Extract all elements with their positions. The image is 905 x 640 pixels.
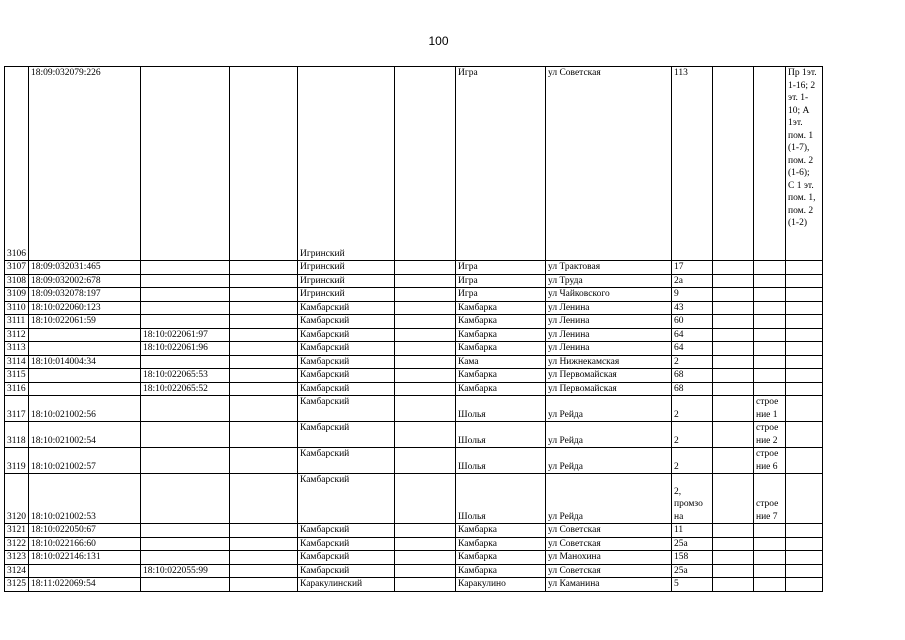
district: Каракулинский — [298, 578, 395, 592]
building: строе ние 1 — [754, 396, 786, 422]
row-number: 3108 — [5, 274, 29, 288]
table-row — [5, 261, 823, 275]
cadastral-number-2 — [141, 578, 230, 592]
cadastral-number: 18:10:022061:59 — [29, 315, 141, 329]
empty-cell — [395, 537, 456, 551]
district: Камбарский — [298, 422, 395, 448]
street: ул Первомайская — [546, 382, 672, 396]
house: 158 — [672, 551, 713, 565]
empty-cell — [230, 369, 298, 383]
empty-cell — [713, 274, 754, 288]
settlement: Камбарка — [456, 551, 546, 565]
row-number: 3119 — [5, 448, 29, 474]
cadastral-number — [29, 564, 141, 578]
street: ул Советская — [546, 564, 672, 578]
settlement: Камбарка — [456, 369, 546, 383]
empty-cell — [395, 474, 456, 524]
building — [754, 315, 786, 329]
premises-note — [786, 328, 823, 342]
table-row — [5, 537, 823, 551]
district: Камбарский — [298, 382, 395, 396]
house: 25а — [672, 564, 713, 578]
empty-cell — [713, 67, 754, 261]
cadastral-number-2 — [141, 67, 230, 261]
house: 9 — [672, 288, 713, 302]
empty-cell — [230, 288, 298, 302]
row-number: 3109 — [5, 288, 29, 302]
table-row — [5, 301, 823, 315]
premises-note — [786, 578, 823, 592]
street: ул Нижнекамская — [546, 355, 672, 369]
premises-note — [786, 396, 823, 422]
district: Камбарский — [298, 342, 395, 356]
cadastral-number — [29, 328, 141, 342]
empty-cell — [713, 422, 754, 448]
registry-table — [4, 66, 823, 592]
cadastral-number-2 — [141, 551, 230, 565]
empty-cell — [713, 369, 754, 383]
empty-cell — [230, 382, 298, 396]
street: ул Ленина — [546, 301, 672, 315]
cadastral-number: 18:09:032078:197 — [29, 288, 141, 302]
empty-cell — [713, 524, 754, 538]
district: Камбарский — [298, 396, 395, 422]
row-number: 3122 — [5, 537, 29, 551]
empty-cell — [713, 342, 754, 356]
district: Камбарский — [298, 369, 395, 383]
page-number: 100 — [428, 34, 449, 48]
district: Камбарский — [298, 524, 395, 538]
cadastral-number: 18:10:022050:67 — [29, 524, 141, 538]
cadastral-number — [29, 382, 141, 396]
empty-cell — [230, 448, 298, 474]
empty-cell — [713, 578, 754, 592]
cadastral-number-2 — [141, 261, 230, 275]
table-row — [5, 328, 823, 342]
premises-note — [786, 524, 823, 538]
row-number: 3110 — [5, 301, 29, 315]
row-number: 3115 — [5, 369, 29, 383]
premises-note — [786, 288, 823, 302]
settlement: Игра — [456, 274, 546, 288]
empty-cell — [395, 315, 456, 329]
district: Камбарский — [298, 355, 395, 369]
cadastral-number: 18:09:032002:678 — [29, 274, 141, 288]
premises-note — [786, 551, 823, 565]
building — [754, 301, 786, 315]
empty-cell — [395, 369, 456, 383]
district: Камбарский — [298, 448, 395, 474]
table-row — [5, 342, 823, 356]
empty-cell — [395, 448, 456, 474]
street: ул Рейда — [546, 474, 672, 524]
building — [754, 328, 786, 342]
building — [754, 342, 786, 356]
cadastral-number-2 — [141, 448, 230, 474]
street: ул Первомайская — [546, 369, 672, 383]
empty-cell — [230, 274, 298, 288]
premises-note — [786, 301, 823, 315]
cadastral-number-2 — [141, 288, 230, 302]
empty-cell — [230, 422, 298, 448]
settlement: Камбарка — [456, 537, 546, 551]
row-number: 3120 — [5, 474, 29, 524]
settlement: Игра — [456, 288, 546, 302]
district: Игринский — [298, 261, 395, 275]
empty-cell — [230, 578, 298, 592]
table-row — [5, 315, 823, 329]
table-row — [5, 524, 823, 538]
settlement: Шолья — [456, 396, 546, 422]
street: ул Советская — [546, 537, 672, 551]
cadastral-number: 18:11:022069:54 — [29, 578, 141, 592]
district: Камбарский — [298, 537, 395, 551]
table-row — [5, 578, 823, 592]
house: 2а — [672, 274, 713, 288]
settlement: Камбарка — [456, 301, 546, 315]
empty-cell — [395, 261, 456, 275]
empty-cell — [230, 396, 298, 422]
street: ул Ленина — [546, 315, 672, 329]
table-row — [5, 474, 823, 524]
building — [754, 355, 786, 369]
cadastral-number-2 — [141, 537, 230, 551]
street: ул Ленина — [546, 328, 672, 342]
house: 64 — [672, 342, 713, 356]
empty-cell — [395, 578, 456, 592]
row-number: 3123 — [5, 551, 29, 565]
building: строе ние 7 — [754, 474, 786, 524]
empty-cell — [395, 564, 456, 578]
premises-note — [786, 315, 823, 329]
building — [754, 369, 786, 383]
empty-cell — [713, 261, 754, 275]
row-number: 3114 — [5, 355, 29, 369]
premises-note — [786, 382, 823, 396]
empty-cell — [713, 474, 754, 524]
premises-note — [786, 448, 823, 474]
cadastral-number-2 — [141, 355, 230, 369]
house: 68 — [672, 369, 713, 383]
row-number: 3111 — [5, 315, 29, 329]
table-row — [5, 448, 823, 474]
street: ул Каманина — [546, 578, 672, 592]
settlement: Камбарка — [456, 342, 546, 356]
table-row — [5, 274, 823, 288]
cadastral-number: 18:10:022060:123 — [29, 301, 141, 315]
table-row — [5, 288, 823, 302]
building — [754, 524, 786, 538]
house: 2 — [672, 396, 713, 422]
premises-note — [786, 537, 823, 551]
cadastral-number — [29, 342, 141, 356]
empty-cell — [395, 422, 456, 448]
cadastral-number-2 — [141, 396, 230, 422]
empty-cell — [713, 301, 754, 315]
empty-cell — [395, 301, 456, 315]
building — [754, 551, 786, 565]
street: ул Рейда — [546, 396, 672, 422]
cadastral-number: 18:10:021002:54 — [29, 422, 141, 448]
empty-cell — [395, 342, 456, 356]
empty-cell — [395, 328, 456, 342]
table-row — [5, 67, 823, 261]
empty-cell — [713, 288, 754, 302]
empty-cell — [395, 524, 456, 538]
premises-note — [786, 564, 823, 578]
premises-note — [786, 274, 823, 288]
empty-cell — [230, 537, 298, 551]
empty-cell — [230, 315, 298, 329]
building — [754, 382, 786, 396]
street: ул Советская — [546, 524, 672, 538]
cadastral-number-2 — [141, 274, 230, 288]
row-number: 3106 — [5, 67, 29, 261]
settlement: Камбарка — [456, 524, 546, 538]
settlement: Шолья — [456, 474, 546, 524]
premises-note: Пр 1эт. 1-16; 2 эт. 1- 10; А 1эт. пом. 1 (1-7), пом. 2 (1-6); С 1 эт. пом. 1, пом. 2 (1-2) — [786, 67, 823, 261]
settlement: Камбарка — [456, 564, 546, 578]
house: 68 — [672, 382, 713, 396]
building — [754, 261, 786, 275]
street: ул Трактовая — [546, 261, 672, 275]
table-row — [5, 564, 823, 578]
cadastral-number-2 — [141, 474, 230, 524]
row-number: 3107 — [5, 261, 29, 275]
settlement: Игра — [456, 261, 546, 275]
cadastral-number-2: 18:10:022065:52 — [141, 382, 230, 396]
empty-cell — [230, 355, 298, 369]
table-row — [5, 382, 823, 396]
empty-cell — [713, 315, 754, 329]
settlement: Шолья — [456, 422, 546, 448]
table-row — [5, 551, 823, 565]
empty-cell — [395, 67, 456, 261]
empty-cell — [713, 564, 754, 578]
house: 17 — [672, 261, 713, 275]
street: ул Чайковского — [546, 288, 672, 302]
street: ул Рейда — [546, 422, 672, 448]
empty-cell — [713, 537, 754, 551]
empty-cell — [713, 382, 754, 396]
building: строе ние 6 — [754, 448, 786, 474]
row-number: 3117 — [5, 396, 29, 422]
cadastral-number-2 — [141, 524, 230, 538]
table-row — [5, 355, 823, 369]
empty-cell — [230, 261, 298, 275]
cadastral-number: 18:10:022166:60 — [29, 537, 141, 551]
cadastral-number — [29, 369, 141, 383]
empty-cell — [395, 396, 456, 422]
premises-note — [786, 369, 823, 383]
house: 64 — [672, 328, 713, 342]
street: ул Манохина — [546, 551, 672, 565]
house: 2 — [672, 422, 713, 448]
empty-cell — [395, 355, 456, 369]
row-number: 3124 — [5, 564, 29, 578]
empty-cell — [713, 551, 754, 565]
settlement: Игра — [456, 67, 546, 261]
street: ул Советская — [546, 67, 672, 261]
district: Игринский — [298, 288, 395, 302]
settlement: Кама — [456, 355, 546, 369]
house: 2 — [672, 355, 713, 369]
district: Игринский — [298, 67, 395, 261]
cadastral-number-2: 18:10:022061:96 — [141, 342, 230, 356]
empty-cell — [230, 564, 298, 578]
district: Камбарский — [298, 301, 395, 315]
empty-cell — [230, 551, 298, 565]
premises-note — [786, 355, 823, 369]
empty-cell — [395, 382, 456, 396]
building — [754, 67, 786, 261]
street: ул Труда — [546, 274, 672, 288]
cadastral-number-2 — [141, 301, 230, 315]
settlement: Камбарка — [456, 382, 546, 396]
house: 60 — [672, 315, 713, 329]
cadastral-number: 18:10:021002:53 — [29, 474, 141, 524]
premises-note — [786, 422, 823, 448]
building — [754, 578, 786, 592]
building: строе ние 2 — [754, 422, 786, 448]
row-number: 3121 — [5, 524, 29, 538]
cadastral-number: 18:10:022146:131 — [29, 551, 141, 565]
street: ул Рейда — [546, 448, 672, 474]
row-number: 3118 — [5, 422, 29, 448]
house: 5 — [672, 578, 713, 592]
building — [754, 288, 786, 302]
table-row — [5, 422, 823, 448]
house: 25а — [672, 537, 713, 551]
empty-cell — [230, 342, 298, 356]
district: Камбарский — [298, 474, 395, 524]
house: 113 — [672, 67, 713, 261]
row-number: 3112 — [5, 328, 29, 342]
street: ул Ленина — [546, 342, 672, 356]
premises-note — [786, 474, 823, 524]
district: Камбарский — [298, 564, 395, 578]
row-number: 3116 — [5, 382, 29, 396]
cadastral-number: 18:10:014004:34 — [29, 355, 141, 369]
row-number: 3113 — [5, 342, 29, 356]
building — [754, 537, 786, 551]
table-row — [5, 396, 823, 422]
cadastral-number: 18:10:021002:56 — [29, 396, 141, 422]
house: 2 — [672, 448, 713, 474]
house: 11 — [672, 524, 713, 538]
settlement: Каракулино — [456, 578, 546, 592]
cadastral-number: 18:09:032079:226 — [29, 67, 141, 261]
row-number: 3125 — [5, 578, 29, 592]
table-row — [5, 369, 823, 383]
empty-cell — [713, 448, 754, 474]
building — [754, 564, 786, 578]
empty-cell — [230, 67, 298, 261]
premises-note — [786, 261, 823, 275]
cadastral-number-2 — [141, 315, 230, 329]
empty-cell — [230, 524, 298, 538]
empty-cell — [713, 328, 754, 342]
district: Камбарский — [298, 328, 395, 342]
empty-cell — [395, 551, 456, 565]
settlement: Камбарка — [456, 315, 546, 329]
empty-cell — [230, 474, 298, 524]
empty-cell — [230, 301, 298, 315]
district: Камбарский — [298, 551, 395, 565]
empty-cell — [395, 274, 456, 288]
cadastral-number-2 — [141, 422, 230, 448]
cadastral-number: 18:10:021002:57 — [29, 448, 141, 474]
district: Игринский — [298, 274, 395, 288]
cadastral-number-2: 18:10:022065:53 — [141, 369, 230, 383]
district: Камбарский — [298, 315, 395, 329]
empty-cell — [395, 288, 456, 302]
building — [754, 274, 786, 288]
empty-cell — [713, 355, 754, 369]
premises-note — [786, 342, 823, 356]
house: 2, промзо на — [672, 474, 713, 524]
house: 43 — [672, 301, 713, 315]
empty-cell — [230, 328, 298, 342]
settlement: Шолья — [456, 448, 546, 474]
empty-cell — [713, 396, 754, 422]
cadastral-number-2: 18:10:022055:99 — [141, 564, 230, 578]
cadastral-number-2: 18:10:022061:97 — [141, 328, 230, 342]
cadastral-number: 18:09:032031:465 — [29, 261, 141, 275]
settlement: Камбарка — [456, 328, 546, 342]
